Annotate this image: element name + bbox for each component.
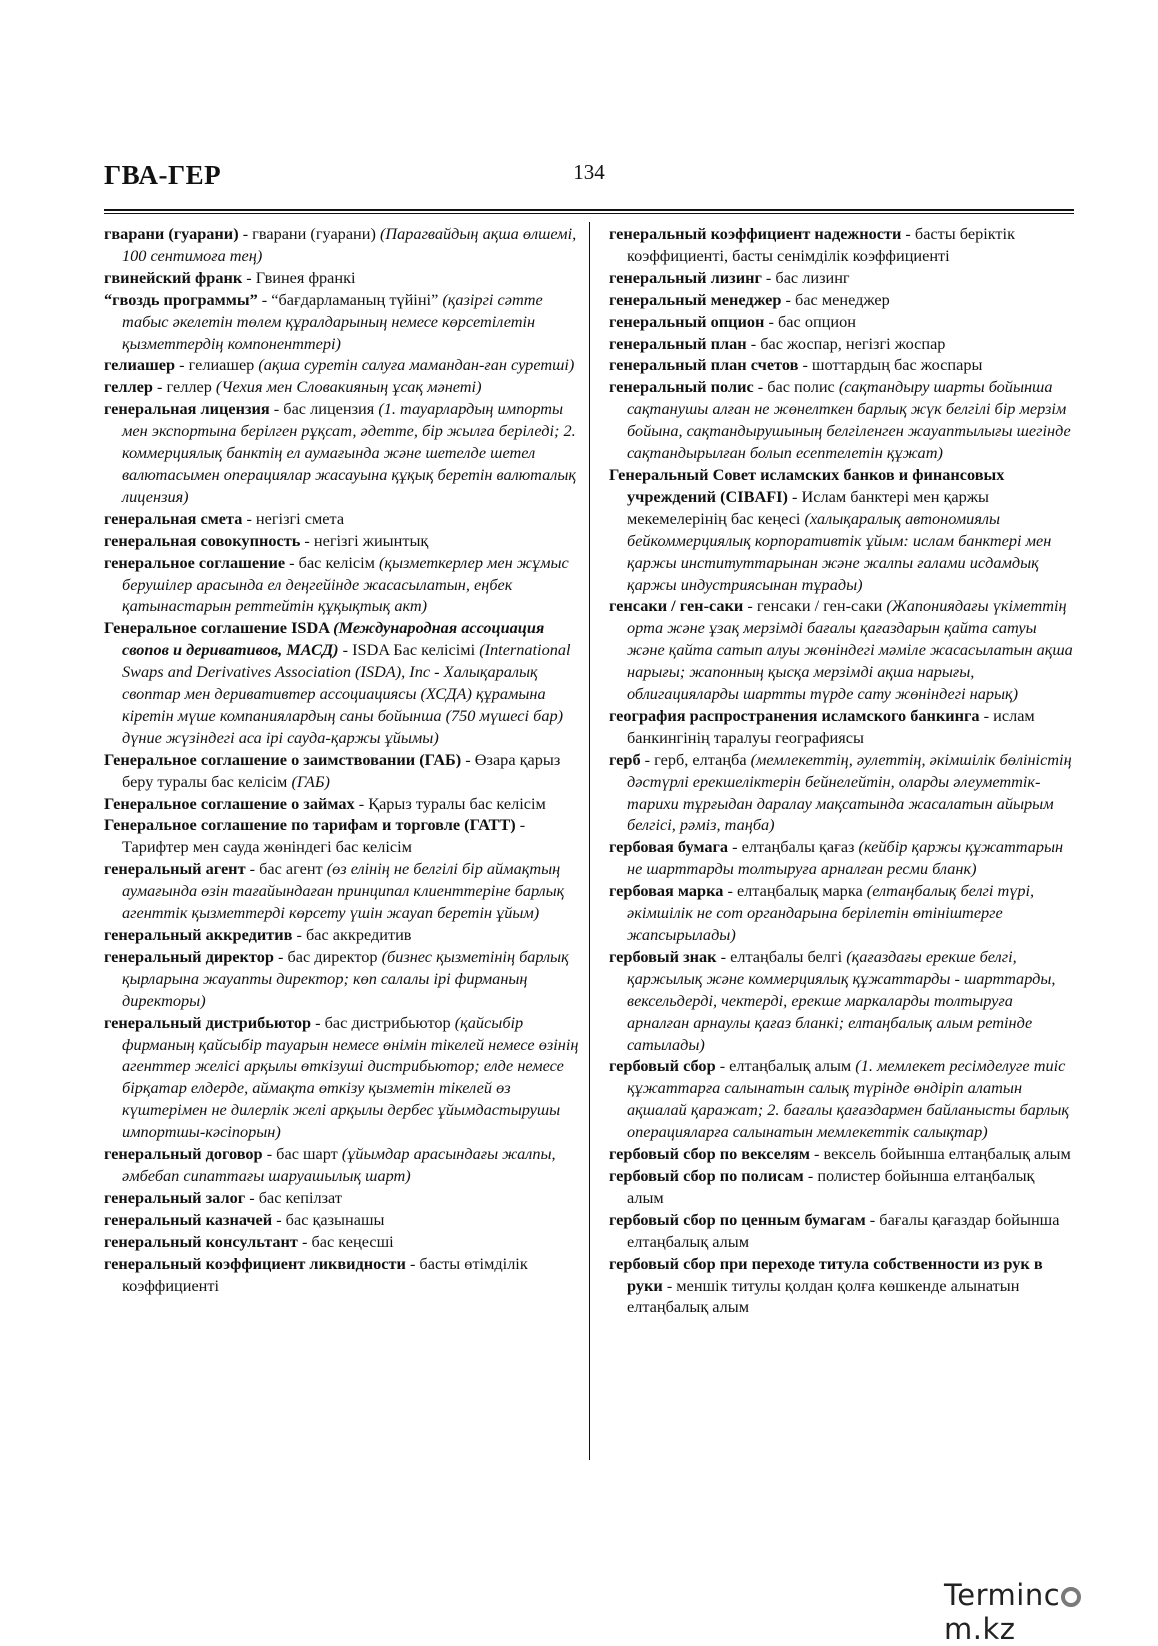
entry-term: генеральный коэффициент надежности	[609, 224, 902, 243]
entry-term: Генеральное соглашение по тарифам и торговле (ГАТТ)	[104, 815, 516, 835]
entry-translation: - бас кепілзат	[245, 1187, 342, 1207]
header-rule-thin	[104, 213, 1074, 214]
dictionary-entry	[104, 376, 582, 398]
entry-translation: - Қарыз туралы бас келісім	[354, 793, 546, 813]
left-column	[104, 223, 582, 1296]
dictionary-entry	[104, 1012, 582, 1143]
entry-term: гвинейский франк	[104, 267, 243, 287]
entry-translation: - ислам банкингінің таралуы географиясы	[627, 705, 1035, 747]
dictionary-entry	[104, 530, 582, 552]
entry-term: генеральный залог	[104, 1187, 246, 1207]
dictionary-entry	[609, 289, 1075, 311]
page-header	[104, 148, 1074, 208]
entry-translation: - елтаңбалық алым	[715, 1056, 856, 1076]
dictionary-entry	[609, 311, 1075, 333]
entry-note: (қазіргі сәтте табыс әкелетін төлем құралдарының немесе көрсетілетін қызметтердің компоненттері)	[122, 289, 543, 353]
dictionary-entry	[609, 267, 1075, 289]
entry-translation: - бас полис	[753, 377, 839, 397]
entry-note: (International Swaps and Derivatives Association (ISDA), Inc - Халықаралық своптар мен деривативтер ассоциациясы (ХСДА) құрамына кіретін мүше компаниялардың саны бойынша (750 мүшесі бар) дүние жүзіндегі аса ірі сауда-қаржы ұйымы)	[122, 640, 571, 747]
column-divider	[589, 222, 590, 1460]
entry-term: гербовый сбор при переходе титула собственности из рук в руки	[609, 1253, 1043, 1295]
entry-translation: - генсаки / ген-саки	[743, 596, 887, 616]
entry-term: генсаки / ген-саки	[609, 596, 744, 616]
entry-term: генеральный казначей	[104, 1209, 273, 1229]
entry-term: генеральный план счетов	[609, 355, 799, 375]
dictionary-entry	[104, 289, 582, 355]
entry-translation: - бас кеңесші	[297, 1231, 394, 1251]
entry-term: генеральная лицензия	[104, 399, 270, 419]
entry-note: (1. мемлекет ресімделуге тиіс құжаттарға салынатын салық түрінде өндіріп алатын ақшалай қаражат; 2. бағалы қағаздармен байланысты барлық операцияларға салынатын мемлекеттік салықтар)	[627, 1056, 1070, 1142]
entry-term: генеральная совокупность	[104, 530, 301, 550]
entry-term: Генеральное соглашение о займах	[104, 793, 355, 813]
dictionary-entry	[609, 1253, 1075, 1319]
entry-term: генеральный опцион	[609, 311, 765, 331]
dictionary-entry	[104, 552, 582, 618]
entry-translation: - бас опцион	[764, 311, 856, 331]
entry-translation: - бас жоспар, негізгі жоспар	[746, 333, 946, 353]
entry-translation: - шоттардың бас жоспары	[798, 355, 983, 375]
entry-term: Генеральное соглашение о заимствовании (ГАБ)	[104, 749, 462, 769]
dictionary-entry	[609, 749, 1075, 837]
entry-translation: - Тарифтер мен сауда жөніндегі бас келісім	[122, 815, 526, 857]
entry-translation: - гварани (гуарани)	[238, 224, 380, 243]
right-column	[609, 223, 1075, 1318]
entry-note: (бизнес қызметінің барлық қырларына жауапты директор; көп салалы ірі фирманың директоры)	[122, 946, 569, 1010]
entry-translation: - бағалы қағаздар бойынша елтаңбалық алым	[627, 1209, 1060, 1251]
entry-note: (1. тауарлардың импорты мен экспортына берілген рұқсат, әдетте, бір жылға беріледі; 2. коммерциялық банктің ел аумағында және шетелде шетел валютасымен операциялар жасауына құқық беретін валюталық лицензия)	[122, 399, 577, 506]
dictionary-entry	[609, 705, 1075, 749]
dictionary-entry	[609, 376, 1075, 464]
entry-note: (Чехия мен Словакияның ұсақ мәнеті)	[215, 377, 482, 397]
dictionary-entry	[104, 267, 582, 289]
entry-translation: - елтаңбалы қағаз	[728, 837, 859, 857]
entry-term-note: (Международная ассоциация свопов и деривативов, МАСД)	[122, 618, 545, 660]
entry-translation: - негізгі жиынтық	[300, 530, 429, 550]
entry-term: Генеральный Совет исламских банков и финансовых учреждений (CIBAFI)	[609, 464, 1005, 506]
entry-term: гелиашер	[104, 355, 176, 375]
dictionary-entry	[104, 508, 582, 530]
dictionary-entry	[609, 223, 1075, 267]
header-rule-thick	[104, 209, 1074, 211]
entry-term: география распространения исламского банкинга	[609, 705, 980, 725]
entry-translation: - Ислам банктері мен қаржы мекемелерінің бас кеңесі	[627, 486, 989, 528]
dictionary-entry	[104, 398, 582, 508]
entry-translation: - бас лицензия	[269, 399, 379, 419]
entry-term: герб	[609, 749, 641, 769]
dictionary-entry	[609, 333, 1075, 355]
dictionary-entry	[104, 354, 582, 376]
entry-term: генеральное соглашение	[104, 552, 286, 572]
entry-term: Генеральное соглашение ISDA	[104, 618, 334, 638]
entry-term: генеральная смета	[104, 508, 243, 528]
entry-translation: - Өзара қарыз беру туралы бас келісім	[122, 749, 561, 791]
watermark-text: Termincm.kz	[944, 1578, 1124, 1646]
entry-translation: - герб, елтаңба	[640, 749, 751, 769]
entry-note: (Парагвайдың ақша өлшемі, 100 сентимоға тең)	[122, 224, 577, 265]
entry-translation: - бас менеджер	[781, 289, 890, 309]
entry-term: генеральный дистрибьютор	[104, 1012, 312, 1032]
entry-term: генеральный консультант	[104, 1231, 298, 1251]
entry-term: “гвоздь программы”	[104, 289, 258, 309]
entry-term: геллер	[104, 377, 153, 397]
dictionary-entry	[609, 464, 1075, 595]
entry-translation: - геллер	[152, 377, 216, 397]
entry-note: (сақтандыру шарты бойынша сақтанушы алған не жөнелткен барлық жүк белгілі бір мерзім бойына, сақтандырушының белгіленген жауаптылығы шегінде сақтандырылған болып есептелетін құжат)	[627, 377, 1071, 463]
dictionary-entry	[104, 924, 582, 946]
dictionary-entry	[104, 1143, 582, 1187]
dictionary-entry	[104, 1253, 582, 1297]
dictionary-entry	[104, 814, 582, 858]
entry-term: гварани (гуарани)	[104, 224, 239, 243]
dictionary-entry	[104, 946, 582, 1012]
entry-translation: - Гвинея франкі	[242, 267, 356, 287]
entry-translation: - вексель бойынша елтаңбалық алым	[809, 1144, 1071, 1164]
dictionary-entry	[609, 836, 1075, 880]
entry-note: (мемлекеттің, әулеттің, әкімшілік бөліністің дәстүрлі ерекшеліктерін бейнелейтін, оларды әлеуметтік-тарихи тұрғыдан даралау мақсатында жасалатын айырым белгісі, рәміз, таңба)	[627, 749, 1072, 835]
entry-note: (кейбір қаржы құжаттарын не шарттарды толтыруға арналған ресми бланк)	[627, 837, 1064, 879]
entry-translation: - полистер бойынша елтаңбалық алым	[627, 1165, 1035, 1207]
entry-term: гербовый сбор	[609, 1056, 716, 1076]
entry-note: (елтаңбалық белгі түрі, әкімшілік не сот органдарына берілетін өтініштерге жапсырылады)	[627, 881, 1035, 944]
entry-term: генеральный агент	[104, 859, 246, 879]
dictionary-entry	[104, 223, 582, 267]
watermark-logo	[944, 1578, 1124, 1646]
entry-term: гербовый сбор по векселям	[609, 1144, 810, 1164]
entry-note: (ұйымдар арасындағы жалпы, әмбебап сипаттағы шаруашылық шарт)	[122, 1144, 556, 1185]
dictionary-entry	[104, 1209, 582, 1231]
entry-translation: - елтаңбалық марка	[723, 881, 867, 901]
entry-note: (ГАБ)	[291, 771, 330, 791]
entry-translation: - бас дистрибьютор	[311, 1012, 455, 1032]
entry-note: (қызметкерлер мен жұмыс берушілер арасында ел деңгейінде жасасылатын, еңбек қатынастарын реттейтін құқықтық акт)	[122, 552, 569, 616]
entry-note: (ақша суретін салуға мамандан-ған суретші)	[258, 355, 575, 375]
section-title: ГВА-ГЕР	[104, 160, 222, 190]
entry-note: (қағаздағы ерекше белгі, қаржылық және коммерциялық құжаттарды - шарттарды, вексельдерді, чектерді, ерекше маркаларды толтыруға арналған арнаулы қағаз бланкі; елтаңбалық алым ретінде сатылады)	[627, 946, 1056, 1054]
entry-note: (өз елінің не белгілі бір аймақтың аумағында өзін тағайындаған принципал клиенттеріне барлық агенттік қызметтерді көрсету үшін жауап беретін ұйым)	[122, 859, 565, 923]
dictionary-entry	[609, 1055, 1075, 1143]
entry-translation: - елтаңбалы белгі	[716, 946, 847, 966]
entry-term: генеральный план	[609, 333, 747, 353]
entry-term: генеральный лизинг	[609, 267, 762, 287]
entry-translation: - бас шарт	[262, 1144, 342, 1164]
dictionary-entry	[104, 1187, 582, 1209]
entry-translation: - бас лизинг	[761, 267, 850, 287]
dictionary-entry	[609, 1165, 1075, 1209]
dictionary-entry	[104, 858, 582, 924]
entry-term: генеральный коэффициент ликвидности	[104, 1253, 406, 1273]
entry-term: генеральный менеджер	[609, 289, 782, 309]
entry-note: (Жапониядағы үкіметтің орта және ұзақ мерзімді бағалы қағаздарын қайта сатуы және қайта сатып алуы жөніндегі мәміле жасасылатын ақша нарығы; жапонның қысқа мерзімді ақша нарығы, облигацияларды шартты түрде сату жөніндегі нарық)	[627, 596, 1073, 704]
entry-term: генеральный полис	[609, 377, 754, 397]
entry-translation: - бас келісім	[285, 552, 379, 572]
dictionary-entry	[104, 749, 582, 793]
dictionary-entry	[104, 617, 582, 748]
entry-note: (халықаралық автономиялы бейкоммерциялық корпоративтік ұйым: ислам банктері мен қаржы институттарынан және жалпы ғалами исдамдық қаржы индустриясынан тұрады)	[627, 508, 1052, 594]
dictionary-entry	[609, 595, 1075, 705]
entry-term: генеральный директор	[104, 946, 274, 966]
dictionary-entry	[609, 880, 1075, 946]
entry-translation: - бас қазынашы	[272, 1209, 385, 1229]
entry-term: гербовый сбор по ценным бумагам	[609, 1209, 866, 1229]
dictionary-entry	[609, 1209, 1075, 1253]
entry-term: гербовая бумага	[609, 837, 729, 857]
dictionary-entry	[104, 793, 582, 815]
entry-translation: - бас агент	[245, 859, 327, 879]
entry-term: генеральный аккредитив	[104, 925, 293, 944]
entry-translation: - негізгі смета	[242, 508, 345, 528]
entry-translation: - бас аккредитив	[292, 925, 412, 944]
entry-term: гербовый сбор по полисам	[609, 1165, 804, 1185]
entry-translation: - гелиашер	[175, 355, 259, 375]
entry-translation: - бас директор	[273, 946, 382, 966]
entry-term: гербовая марка	[609, 881, 724, 901]
page-number: 134	[573, 160, 605, 184]
dictionary-entry	[609, 946, 1075, 1056]
entry-translation: - “бағдарламаның түйіні”	[257, 289, 443, 309]
entry-translation: - меншік титулы қолдан қолға көшкенде алынатын елтаңбалық алым	[627, 1275, 1020, 1317]
entry-translation: - басты беріктік коэффициенті, басты сенімділік коэффициенті	[627, 224, 1015, 265]
dictionary-entry	[609, 1143, 1075, 1165]
dictionary-entry	[104, 1231, 582, 1253]
entry-translation: - ISDA Бас келісімі	[338, 640, 480, 660]
entry-term: гербовый знак	[609, 946, 717, 966]
entry-translation: - басты өтімділік коэффициенті	[122, 1253, 528, 1295]
dictionary-entry	[609, 354, 1075, 376]
entry-term: генеральный договор	[104, 1144, 263, 1164]
entry-note: (қайсыбір фирманың қайсыбір тауарын немесе өнімін тікелей немесе өзінің агенттер желісі арқылы өткізуші дистрибьютор; елде немесе бірқатар елдерде, аймақта өткізу қызметін тікелей өз күштерімен не дилерлік желі арқылы дербес ұйымдастырушы импортшы-кәсіпорын)	[122, 1012, 579, 1142]
